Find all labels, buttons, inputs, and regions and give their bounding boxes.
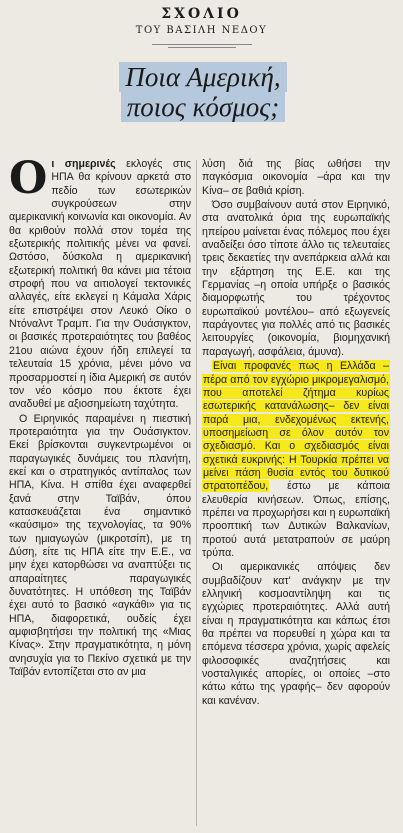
header-rule-short [168, 47, 236, 48]
section-rubric: ΣΧΟΛΙΟ [161, 6, 242, 22]
paragraph-2: Ο Ειρηνικός παραμένει η πιεστική προτεραιότητα για την Ουάσιγκτον. Εκεί βρίσκονται συγκεντρωμένοι οι παραγωγικές δυνάμεις του πλανήτη, εκεί και ο στρατηγικός αντίπαλος των ΗΠΑ, Κίνα. Η σπίθα έχει αναφερθεί ξανά στην Ταϊβάν, όπου κατασκευάζεται ένα σημαντικό «καύσιμο» της τεχνολογίας, τα 90% των ημιαγωγών (μικροτσίπ), με τη Δύση, είτε τις ΗΠΑ είτε την Ε.Ε., να μην έχει κατορθώσει να αναπτύξει τις απαραίτητες παραγωγικές δυνατότητες. Η υπόθεση της Ταϊβάν έχει αυτό το βασικό «αγκάθι» για τις ΗΠΑ, διαφορετικά, ουδείς έχει αμφισβητήσει την πολιτική της «Μιας Κίνας». Στην πραγματικότητα, η μόνη ανησυχία για το Πεκίνο σχετικά με την Ταϊβάν εντοπίζεται στο αν μια [9, 412, 191, 679]
paragraph-3: λύση διά της βίας ωθήσει την παγκόσμια οικονομία –άρα και την Κίνα– σε βαθιά κρίση. [202, 158, 390, 197]
highlighted-passage: Είναι προφανές πως η Ελλάδα –πέρα από τον εγχώριο μικρομεγαλισμό, που αποτελεί ζήτημα κυρίως εσωτερικής κατανάλωσης– δεν είναι παρά μια, ενδεχομένως εκτενής, υποσημείωση σε όλον αυτόν τον σχεδιασμό. Και ο σχεδιασμός είναι σχετικά ευκρινής: Η Τουρκία πρέπει να μείνει πάση θυσία εντός του δυτικού στρατοπέδου, [203, 360, 389, 493]
lead-words: ι σημερινές [51, 158, 116, 170]
header-rule [152, 44, 252, 45]
paragraph-6: Οι αμερικανικές απόψεις δεν συμβαδίζουν κατ' ανάγκην με την ελληνική κοσμοαντίληψη και τις εγχώριες προτεραιότητες. Αλλά αυτή είναι η πραγματικότητα και κάπως έτσι θα πρέπει να πορευθεί η χώρα και τα επόμενα τέσσερα χρόνια, χωρίς αφελείς φιλοσοφικές αναζητήσεις και νοσταλγικές απορίες, οι οποίες –στο κάτω κάτω της γραφής– δεν αφορούν και κανέναν. [202, 561, 390, 707]
column-divider [196, 160, 197, 826]
headline-line-2: ποιος κόσμος; [121, 92, 286, 122]
headline [98, 62, 308, 122]
paragraph-1 [9, 153, 191, 412]
paragraph-4: Όσο συμβαίνουν αυτά στον Ειρηνικό, στα ανατολικά όρια της ευρωπαϊκής ηπείρου μαίνεται ένας πόλεμος που έχει αναδείξει όσο τίποτε άλλο τις τελευταίες τρεις δεκαετίες την ανεπάρκεια αλλά και την εξάρτηση της Ε.Ε. και της Γερμανίας –η οποία υπήρξε ο βασικός διαμορφωτής του τρέχοντος ευρωπαϊκού μοντέλου– από εξωγενείς παράγοντες για πολλές από τις βασικές λειτουργίες (οικονομία, βιομηχανική παραγωγή, ασφάλεια, άμυνα). [202, 199, 390, 358]
drop-cap: Ο [9, 153, 48, 204]
article-column-1 [9, 153, 191, 679]
author-byline: ΤΟΥ ΒΑΣΙΛΗ ΝΕΔΟΥ [135, 25, 268, 36]
paragraph-5-text: έστω με κάποια ελευθερία κινήσεων. Όπως, επίσης, πρέπει να προχωρήσει και η ευρωπαϊκή προοπτική των Δυτικών Βαλκανίων, προτού αυτά μετατραπούν σε μαύρη τρύπα. [202, 480, 390, 559]
article-column-2 [202, 158, 390, 708]
paragraph-1-text: εκλογές στις ΗΠΑ θα κρίνουν αρκετά στο πεδίο των εσωτερικών συγκρούσεων στην αμερικανική κοινωνία και οικονομία. Αν θα κριθούν πολλά στον τομέα της εξωτερικής πολιτικής μένει να φανεί. Ωστόσο, δύσκολα η αμερικανική εξωτερική πολιτική θα κάνει μια τέτοια στροφή που να αιτιολογεί τεκτονικές αλλαγές, είτε εκλεγεί η Κάμαλα Χάρις είτε επιστρέψει στον Λευκό Οίκο ο Ντόναλντ Τραμπ. Για την Ουάσιγκτον, οι βασικές προτεραιότητες του βαθέος 21ου αιώνα έχουν ήδη επιλεγεί τα τελευταία 15 χρόνια, μένει μόνο να προσαρμοστεί η ίδια Αμερική σε αυτόν τον νέο κόσμο που έκτοτε έχει αναδυθεί με αξιοσημείωτη ταχύτητα. [9, 158, 191, 411]
headline-line-1: Ποια Αμερική, [119, 62, 286, 92]
paragraph-5 [202, 360, 390, 560]
